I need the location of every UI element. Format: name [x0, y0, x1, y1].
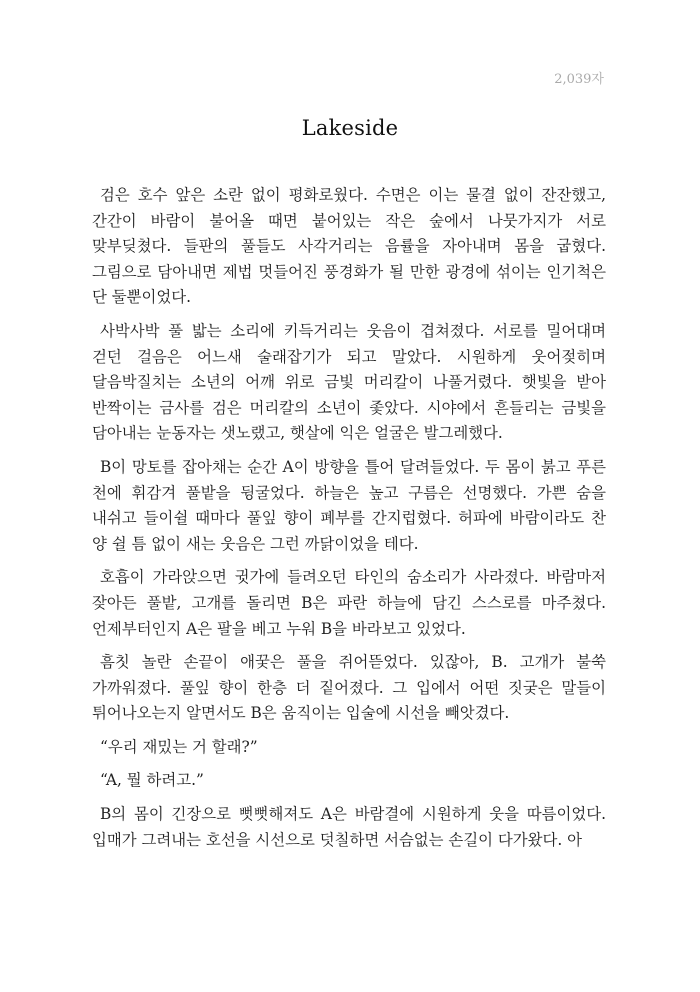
paragraph-3: B이 망토를 잡아채는 순간 A이 방향을 틀어 달려들었다. 두 몸이 붉고 푸른 천에 휘감겨 풀밭을 뒹굴었다. 하늘은 높고 구름은 선명했다. 가쁜 숨을 내쉬고 들이쉴 때마다 풀잎 향이 폐부를 간지럽혔다. 허파에 바람이라도 찬 양 쉴 틈 없이 새는 웃음은 그런 까닭이었을 테다. [92, 457, 606, 553]
paragraph-2: 사박사박 풀 밟는 소리에 키득거리는 웃음이 겹쳐졌다. 서로를 밀어대며 걷던 걸음은 어느새 술래잡기가 되고 말았다. 시원하게 웃어젖히며 달음박질치는 소년의 어깨 위로 금빛 머리칼이 나풀거렸다. 햇빛을 받아 반짝이는 금사를 검은 머리칼의 소년이 좇았다. 시야에서 흔들리는 금빛을 담아내는 눈동자는 샛노랬고, 햇살에 익은 얼굴은 발그레했다. [92, 321, 606, 443]
paragraph-6: B의 몸이 긴장으로 뻣뻣해져도 A은 바람결에 시원하게 웃을 따름이었다. 입매가 그려내는 호선을 시선으로 덧칠하면 서슴없는 손길이 다가왔다. 아 [92, 805, 606, 849]
paragraph-4: 호흡이 가라앉으면 귓가에 들려오던 타인의 숨소리가 사라졌다. 바람마저 잦아든 풀밭, 고개를 돌리면 B은 파란 하늘에 담긴 스스로를 마주쳤다. 언제부터인지 A은 팔을 베고 누워 B을 바라보고 있었다. [92, 568, 606, 638]
dialogue-line-1: “우리 재밌는 거 할래?” [100, 737, 258, 756]
story-body [92, 183, 606, 861]
paragraph-1: 검은 호수 앞은 소란 없이 평화로웠다. 수면은 이는 물결 없이 잔잔했고, 간간이 바람이 불어올 때면 붙어있는 작은 숲에서 나뭇가지가 서로 맞부딪쳤다. 들판의 풀들도 사각거리는 음률을 자아내며 몸을 굽혔다. 그림으로 담아내면 제법 멋들어진 풍경화가 될 만한 광경에 섞이는 인기척은 단 둘뿐이었다. [92, 186, 606, 307]
document-title: Lakeside [301, 116, 399, 140]
dialogue-line-2: “A, 뭘 하려고.” [100, 771, 204, 790]
paragraph-5: 흠칫 놀란 손끝이 애꿎은 풀을 쥐어뜯었다. 있잖아, B. 고개가 불쑥 가까워졌다. 풀잎 향이 한층 더 짙어졌다. 그 입에서 어떤 짓궂은 말들이 튀어나오는지 알면서도 B은 움직이는 입술에 시선을 빼앗겼다. [92, 653, 606, 723]
character-count: 2,039자 [554, 72, 604, 87]
